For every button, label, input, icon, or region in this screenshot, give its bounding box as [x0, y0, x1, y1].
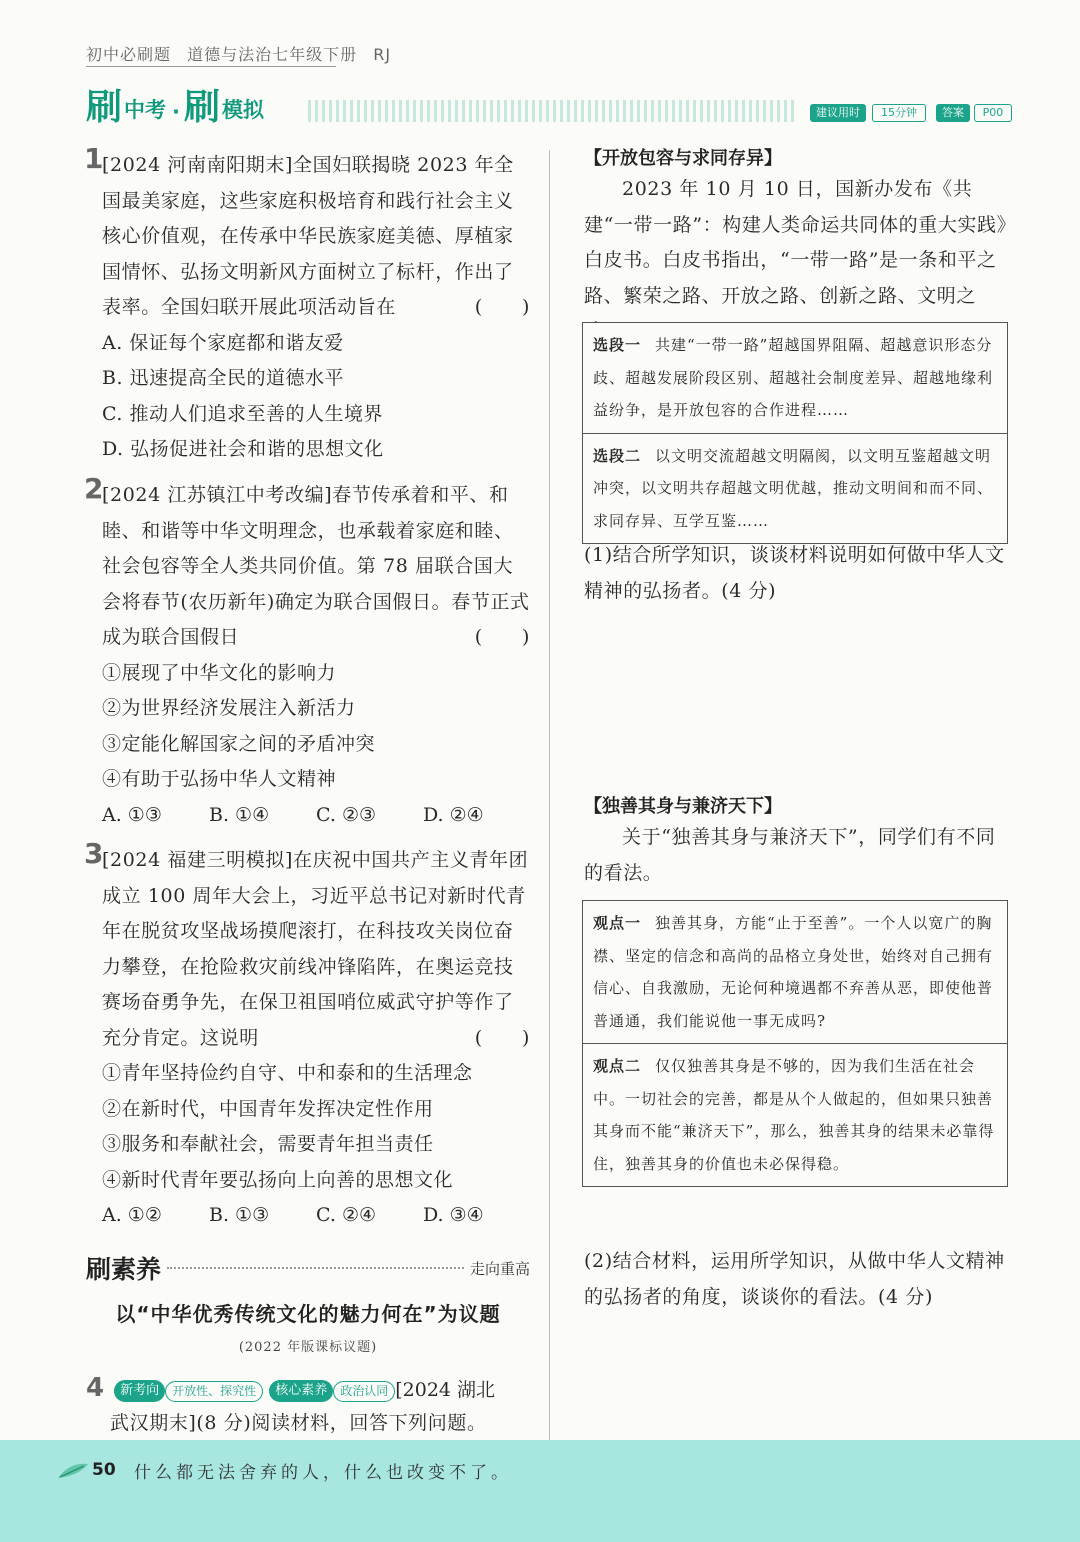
option-a[interactable]: A. ①② [102, 1204, 162, 1226]
core-literacy-value: 政治认同 [333, 1381, 395, 1402]
option-b[interactable]: B. 迅速提高全民的道德水平 [102, 367, 345, 389]
question-number: 1 [84, 142, 104, 175]
statement-2: ②在新时代，中国青年发挥决定性作用 [102, 1097, 434, 1120]
viewpoint-label: 观点一 [593, 914, 642, 932]
sub-question-2: (2)结合材料，运用所学知识，从做中华人文精神的弘扬者的角度，谈谈你的看法。(4 分) [584, 1250, 1005, 1308]
answer-area-1[interactable] [584, 612, 1008, 782]
option-c[interactable]: C. 推动人们追求至善的人生境界 [102, 402, 383, 425]
brand-decor-bar [308, 100, 798, 122]
suyang-dots [167, 1267, 464, 1269]
answer-tag-label: 答案 [936, 104, 970, 122]
suyang-header [86, 1252, 530, 1284]
options-row [102, 798, 530, 834]
excerpt-text: 以文明交流超越文明隔阂，以文明互鉴超越文明冲突，以文明共存超越文明优越，推动文明间和而不同、求同存异、互学互鉴…… [593, 446, 994, 530]
edition: RJ [373, 45, 392, 64]
question-number: 3 [84, 837, 104, 870]
q4-source: [2024 湖北 [395, 1379, 496, 1401]
option-c[interactable]: C. ②④ [316, 1204, 377, 1226]
core-literacy-label: 核心素养 [269, 1380, 333, 1402]
section-1-text: 2023 年 10 月 10 日，国新办发布《共建“一带一路”：构建人类命运共同体的重大实践》白皮书。白皮书指出，“一带一路”是一条和平之路、繁荣之路、开放之路、创新之路、文明之 [584, 178, 1007, 307]
answer-blank[interactable]: ( ) [474, 1026, 530, 1049]
brand-shua-2: 刷 [184, 87, 221, 128]
page-number: 50 [92, 1460, 116, 1480]
viewpoint-text: 独善其身，方能“止于至善”。一个人以宽广的胸襟、坚定的信念和高尚的品格立身处世，始终对自己拥有信心、自我激励，无论何种境遇都不弃善从恶，即使他普普通通，我们能说他一事无成吗? [593, 914, 994, 1030]
answer-tag-page: P00 [974, 104, 1012, 122]
brand-shua-1: 刷 [86, 87, 123, 128]
answer-area-2[interactable] [584, 1318, 1008, 1428]
question-number: 4 [86, 1373, 105, 1403]
subject-name: 道德与法治七年级下册 [187, 45, 358, 64]
suyang-badge: 刷素养 [86, 1255, 162, 1284]
leaf-icon [56, 1460, 90, 1486]
time-tag-value: 15分钟 [872, 104, 926, 122]
brand-zhongkao: 中考 [124, 98, 167, 122]
viewpoint-2 [583, 1043, 1007, 1186]
option-b[interactable]: B. ①④ [209, 803, 270, 826]
statement-3: ③定能化解国家之间的矛盾冲突 [102, 732, 376, 755]
section-1-title: 【开放包容与求同存异】 [584, 148, 782, 169]
answer-blank[interactable]: ( ) [474, 626, 530, 648]
q4-instruction: 武汉期末](8 分)阅读材料，回答下列问题。 [110, 1412, 487, 1434]
topic-title: 以“中华优秀传统文化的魅力何在”为议题 [115, 1302, 501, 1326]
time-tag-label: 建议用时 [810, 104, 866, 122]
section-brand [86, 88, 268, 128]
question-4 [86, 1372, 536, 1442]
new-trend-label: 新考向 [114, 1380, 165, 1402]
footer-motto: 什么都无法舍弃的人，什么也改变不了。 [134, 1463, 512, 1483]
statement-3: ③服务和奉献社会，需要青年担当责任 [102, 1133, 434, 1155]
question-1 [84, 142, 530, 468]
option-d[interactable]: D. ②④ [423, 803, 484, 826]
question-2 [84, 472, 530, 833]
excerpt-label: 选段二 [593, 446, 642, 465]
material-box-2 [582, 900, 1008, 1187]
new-trend-value: 开放性、探究性 [165, 1381, 263, 1402]
footer-band [0, 1440, 1080, 1542]
brand-dot: · [172, 100, 180, 124]
statement-4: ④新时代青年要弘扬向上向善的思想文化 [102, 1168, 454, 1191]
statement-1: ①展现了中华文化的影响力 [102, 661, 337, 684]
topic-subtitle: (2022 年版课标议题) [238, 1340, 378, 1355]
stem-text: [2024 河南南阳期末]全国妇联揭晓 2023 年全国最美家庭，这些家庭积极培育和践行社会主义核心价值观，在传承中华民族家庭美德、厚植家国情怀、弘扬文明新风方面树立了标杆，作出了表率。全国妇联开展此项活动旨在 [102, 154, 514, 318]
viewpoint-text: 仅仅独善其身是不够的，因为我们生活在社会中。一切社会的完善，都是从个人做起的，但如果只独善其身而不能“兼济天下”，那么，独善其身的结果未必靠得住，独善其身的价值也未必保得稳。 [593, 1057, 995, 1173]
section-2-title: 【独善其身与兼济天下】 [584, 796, 782, 817]
material-box-1 [582, 322, 1008, 544]
option-d[interactable]: D. 弘扬促进社会和谐的思想文化 [102, 438, 384, 460]
option-d[interactable]: D. ③④ [423, 1204, 484, 1226]
excerpt-label: 选段一 [593, 336, 642, 354]
viewpoint-label: 观点二 [593, 1057, 642, 1075]
stem-text: [2024 江苏镇江中考改编]春节传承着和平、和睦、和谐等中华文明理念，也承载着家庭和睦、社会包容等全人类共同价值。第 78 届联合国大会将春节(农历新年)确定为联合国假日。春节正式成为联合国假日 [102, 484, 530, 648]
excerpt-1 [583, 323, 1007, 433]
excerpt-2 [583, 433, 1007, 544]
header-rule [86, 66, 336, 67]
answer-blank[interactable]: ( ) [474, 296, 530, 318]
option-c[interactable]: C. ②③ [316, 803, 377, 826]
option-a[interactable]: A. 保证每个家庭都和谐友爱 [102, 331, 344, 354]
running-header [86, 42, 401, 65]
question-number: 2 [84, 472, 104, 505]
option-a[interactable]: A. ①③ [102, 803, 162, 826]
viewpoint-1 [583, 901, 1007, 1043]
question-stem [102, 148, 530, 326]
suyang-tail: 走向重高 [469, 1259, 530, 1278]
brand-moni: 模拟 [222, 98, 265, 122]
section-2-text: 关于“独善其身与兼济天下”，同学们有不同的看法。 [584, 826, 996, 884]
excerpt-text: 共建“一带一路”超越国界阻隔、超越意识形态分歧、超越发展阶段区别、超越社会制度差异、超越地缘利益纷争，是开放包容的合作进程…… [593, 336, 994, 419]
column-divider [549, 150, 550, 1440]
statement-2: ②为世界经济发展注入新活力 [102, 697, 356, 719]
options-row [102, 1198, 530, 1234]
statement-4: ④有助于弘扬中华人文精神 [102, 768, 337, 790]
statement-1: ①青年坚持俭约自守、中和泰和的生活理念 [102, 1062, 473, 1084]
stem-text: [2024 福建三明模拟]在庆祝中国共产主义青年团成立 100 周年大会上，习近平总书记对新时代青年在脱贫攻坚战场摸爬滚打，在科技攻关岗位奋力攀登，在抢险救灾前线冲锋陷阵，在奥运竞技赛场奋勇争先，在保卫祖国哨位威武守护等作了充分肯定。这说明 [102, 849, 529, 1049]
option-b[interactable]: B. ①③ [209, 1204, 270, 1226]
question-stem [102, 843, 530, 1056]
book-name: 初中必刷题 [86, 45, 172, 64]
question-3 [84, 837, 530, 1234]
sub-question-1: (1)结合所学知识，谈谈材料说明如何做中华人文精神的弘扬者。(4 分) [584, 544, 1005, 602]
question-stem [102, 478, 530, 656]
